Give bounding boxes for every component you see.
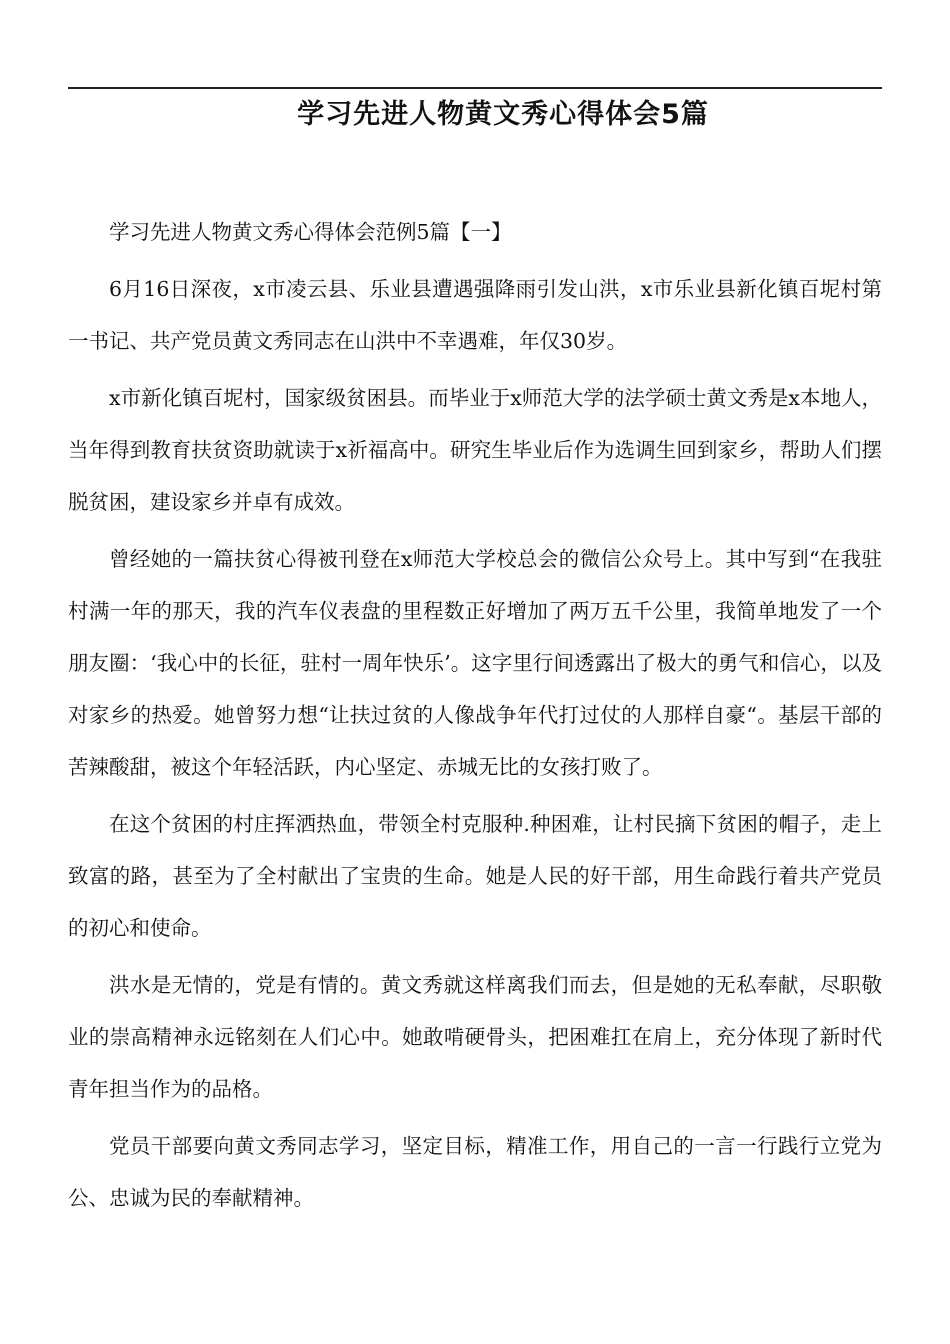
document-title: 学习先进人物黄文秀心得体会5篇 (297, 99, 709, 130)
paragraph: 党员干部要向黄文秀同志学习，坚定目标，精准工作，用自己的一言一行践行立党为公、忠诚为民的奉献精神。 (68, 1134, 882, 1210)
paragraph: 6月16日深夜，x市凌云县、乐业县遭遇强降雨引发山洪，x市乐业县新化镇百坭村第一书记、共产党员黄文秀同志在山洪中不幸遇难，年仅30岁。 (68, 277, 882, 353)
paragraph: 曾经她的一篇扶贫心得被刊登在x师范大学校总会的微信公众号上。其中写到“在我驻村满一年的那天，我的汽车仪表盘的里程数正好增加了两万五千公里，我简单地发了一个朋友圈：‘我心中的长征，驻村一周年快乐’。这字里行间透露出了极大的勇气和信心，以及对家乡的热爱。她曾努力想“让扶过贫的人像战争年代打过仗的人那样自豪“。基层干部的苦辣酸甜，被这个年轻活跃，内心坚定、赤城无比的女孩打败了。 (68, 547, 882, 779)
paragraph: 洪水是无情的，党是有情的。黄文秀就这样离我们而去，但是她的无私奉献，尽职敬业的崇高精神永远铭刻在人们心中。她敢啃硬骨头，把困难扛在肩上，充分体现了新时代青年担当作为的品格。 (68, 973, 882, 1101)
header-rule (68, 87, 882, 89)
paragraph: x市新化镇百坭村，国家级贫困县。而毕业于x师范大学的法学硕士黄文秀是x本地人，当年得到教育扶贫资助就读于x祈福高中。研究生毕业后作为选调生回到家乡，帮助人们摆脱贫困，建设家乡并卓有成效。 (68, 386, 882, 514)
paragraph: 在这个贫困的村庄挥洒热血，带领全村克服种.种困难，让村民摘下贫困的帽子，走上致富的路，甚至为了全村献出了宝贵的生命。她是人民的好干部，用生命践行着共产党员的初心和使命。 (68, 812, 882, 940)
document-body (68, 206, 882, 1229)
section-heading: 学习先进人物黄文秀心得体会范例5篇【一】 (109, 220, 512, 244)
